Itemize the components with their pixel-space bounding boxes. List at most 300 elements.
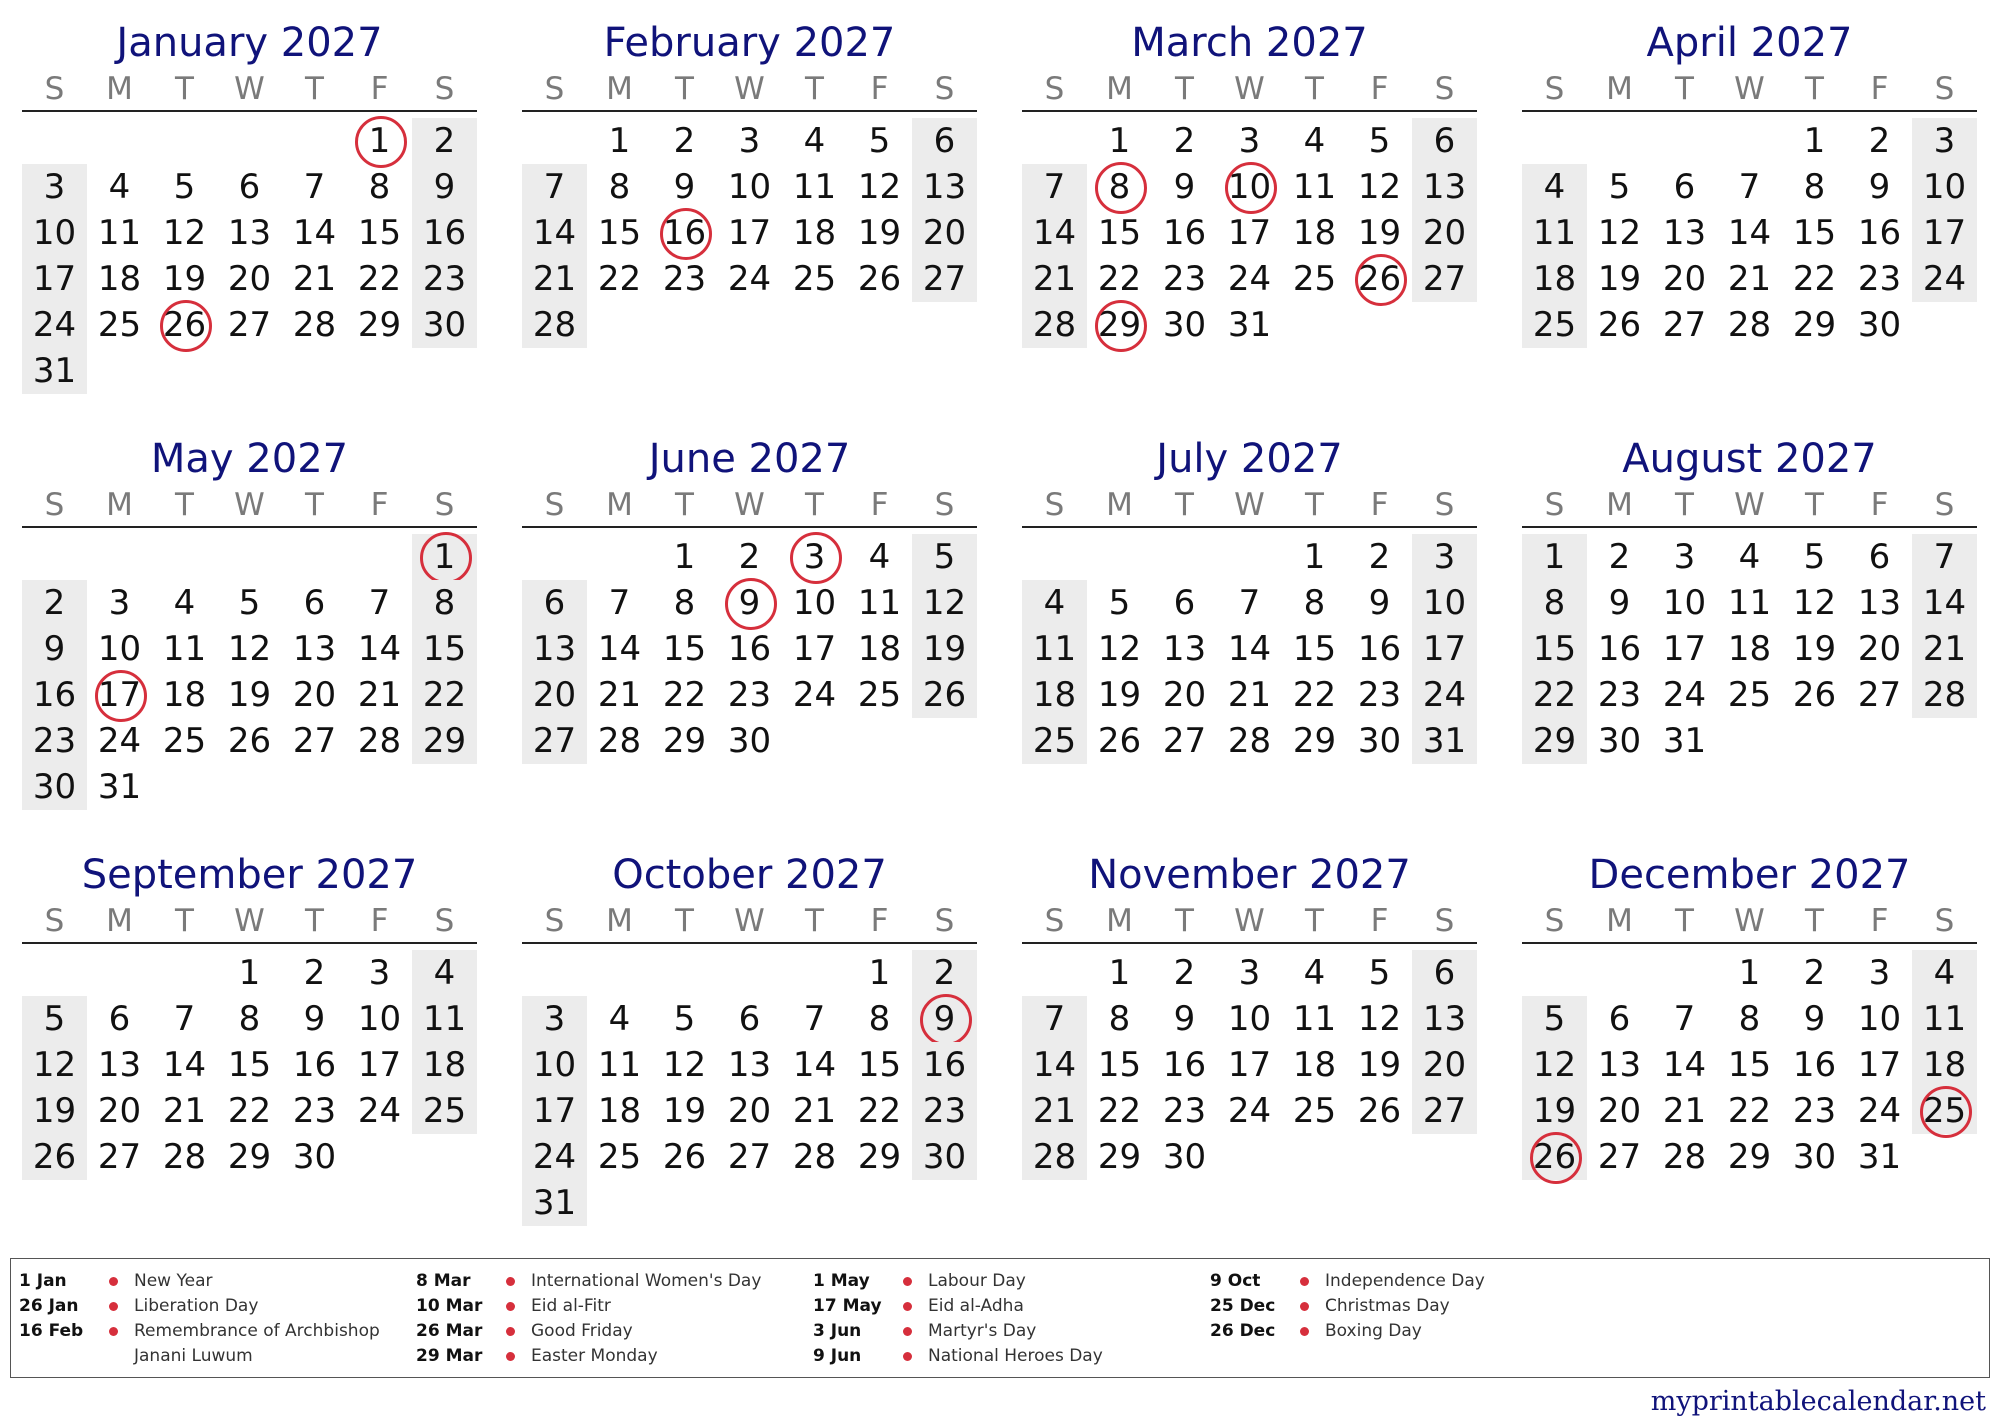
day-cell: 26 <box>662 1137 707 1177</box>
day-cell: 12 <box>1097 629 1142 669</box>
day-cell: 20 <box>97 1091 142 1131</box>
weekday-header: S <box>934 487 955 523</box>
legend-holiday-name: Liberation Day <box>134 1296 259 1316</box>
legend-date: 9 Jun <box>813 1346 862 1366</box>
day-cell: 24 <box>1912 256 1977 302</box>
weekday-header: W <box>734 71 765 107</box>
day-cell: 17 <box>357 1045 402 1085</box>
day-cell: 4 <box>1303 121 1326 161</box>
day-cell: 20 <box>1857 629 1902 669</box>
day-cell: 23 <box>22 718 87 764</box>
day-cell: 22 <box>357 259 402 299</box>
day-cell: 9 <box>673 167 696 207</box>
day-cell: 15 <box>1792 213 1837 253</box>
legend-column <box>1210 1269 1615 1344</box>
day-cell: 19 <box>1522 1088 1587 1134</box>
month-title: July 2027 <box>1156 436 1343 482</box>
weekday-header: F <box>1370 903 1389 939</box>
month-block <box>22 850 477 1250</box>
weekday-header: T <box>1175 487 1194 523</box>
weekday-header: M <box>1106 71 1133 107</box>
empty-day-cell <box>522 534 587 580</box>
day-cell: 5 <box>22 996 87 1042</box>
day-cell: 21 <box>357 675 402 715</box>
day-cell: 30 <box>1357 721 1402 761</box>
empty-day-cell <box>152 348 217 394</box>
weekday-header: F <box>370 71 389 107</box>
holiday-dot-icon <box>903 1327 912 1336</box>
day-cell: 13 <box>97 1045 142 1085</box>
day-cell: 4 <box>1303 953 1326 993</box>
empty-day-cell <box>87 348 152 394</box>
day-cell: 19 <box>1792 629 1837 669</box>
day-cell: 24 <box>1662 675 1707 715</box>
day-cell: 17 <box>1857 1045 1902 1085</box>
day-cell: 20 <box>912 210 977 256</box>
day-cell: 23 <box>412 256 477 302</box>
legend-holiday-name: Good Friday <box>531 1321 633 1341</box>
day-cell: 14 <box>522 210 587 256</box>
day-cell: 16 <box>1792 1045 1837 1085</box>
weekday-header: W <box>234 903 265 939</box>
day-cell: 1 <box>868 953 891 993</box>
legend-entry <box>1210 1294 1615 1319</box>
day-cell: 26 <box>1597 305 1642 345</box>
day-cell: 2 <box>1173 953 1196 993</box>
day-cell: 15 <box>227 1045 272 1085</box>
day-cell: 18 <box>1292 213 1337 253</box>
day-cell: 3 <box>1238 953 1261 993</box>
empty-day-cell <box>522 118 587 164</box>
day-cell: 14 <box>1227 629 1272 669</box>
day-cell: 23 <box>912 1088 977 1134</box>
holiday-day-cell: 17 <box>87 672 152 718</box>
day-cell: 21 <box>1227 675 1272 715</box>
day-cell: 1 <box>1108 121 1131 161</box>
day-cell: 10 <box>97 629 142 669</box>
day-cell: 22 <box>412 672 477 718</box>
day-cell: 5 <box>1368 121 1391 161</box>
day-cell: 23 <box>1597 675 1642 715</box>
day-cell: 7 <box>1022 164 1087 210</box>
day-cell: 12 <box>22 1042 87 1088</box>
day-cell: 7 <box>608 583 631 623</box>
day-cell: 11 <box>597 1045 642 1085</box>
day-cell: 8 <box>608 167 631 207</box>
day-cell: 15 <box>357 213 402 253</box>
legend-column <box>416 1269 821 1369</box>
day-cell: 4 <box>173 583 196 623</box>
day-cell: 3 <box>1238 121 1261 161</box>
empty-day-cell <box>152 118 217 164</box>
legend-holiday-name: Easter Monday <box>531 1346 658 1366</box>
day-cell: 7 <box>1238 583 1261 623</box>
weekday-header: S <box>1044 71 1065 107</box>
day-cell: 24 <box>97 721 142 761</box>
empty-day-cell <box>1152 534 1217 580</box>
days-grid <box>1022 950 1477 1180</box>
day-cell: 30 <box>727 721 772 761</box>
day-cell: 28 <box>292 305 337 345</box>
day-cell: 7 <box>1912 534 1977 580</box>
empty-day-cell <box>347 348 412 394</box>
day-cell: 31 <box>22 348 87 394</box>
day-cell: 28 <box>1022 1134 1087 1180</box>
day-cell: 15 <box>1727 1045 1772 1085</box>
day-cell: 27 <box>227 305 272 345</box>
weekday-header-row <box>522 900 977 944</box>
month-title: December 2027 <box>1588 852 1911 898</box>
weekday-header: S <box>434 71 455 107</box>
day-cell: 18 <box>1292 1045 1337 1085</box>
weekday-header: S <box>1434 903 1455 939</box>
holiday-dot-icon <box>1300 1327 1309 1336</box>
weekday-header-row <box>22 900 477 944</box>
day-cell: 3 <box>1412 534 1477 580</box>
legend-entry <box>416 1319 821 1344</box>
weekday-header: F <box>870 487 889 523</box>
day-cell: 1 <box>1803 121 1826 161</box>
day-cell: 28 <box>357 721 402 761</box>
day-cell: 13 <box>1597 1045 1642 1085</box>
day-cell: 18 <box>1522 256 1587 302</box>
weekday-header: M <box>1106 903 1133 939</box>
holiday-day-cell: 26 <box>1522 1134 1587 1180</box>
empty-day-cell <box>217 118 282 164</box>
legend-column <box>19 1269 424 1366</box>
day-cell: 7 <box>1673 999 1696 1039</box>
weekday-header: T <box>305 903 324 939</box>
day-cell: 12 <box>1792 583 1837 623</box>
day-cell: 25 <box>792 259 837 299</box>
days-grid <box>1522 534 1977 764</box>
empty-day-cell <box>1347 1134 1412 1180</box>
day-cell: 27 <box>1412 1088 1477 1134</box>
weekday-header: W <box>234 487 265 523</box>
empty-day-cell <box>1782 718 1847 764</box>
day-cell: 10 <box>792 583 837 623</box>
legend-date: 25 Dec <box>1210 1296 1276 1316</box>
day-cell: 12 <box>912 580 977 626</box>
day-cell: 26 <box>227 721 272 761</box>
day-cell: 25 <box>1522 302 1587 348</box>
day-cell: 9 <box>1803 999 1826 1039</box>
empty-day-cell <box>1652 950 1717 996</box>
weekday-header: F <box>1870 903 1889 939</box>
day-cell: 11 <box>1292 999 1337 1039</box>
day-cell: 1 <box>1738 953 1761 993</box>
day-cell: 23 <box>292 1091 337 1131</box>
day-cell: 14 <box>792 1045 837 1085</box>
empty-day-cell <box>847 302 912 348</box>
holiday-dot-icon <box>506 1352 515 1361</box>
day-cell: 18 <box>1727 629 1772 669</box>
day-cell: 10 <box>1662 583 1707 623</box>
empty-day-cell <box>347 534 412 580</box>
day-cell: 3 <box>1912 118 1977 164</box>
empty-day-cell <box>282 764 347 810</box>
holiday-day-cell: 10 <box>1217 164 1282 210</box>
legend-holiday-name: Boxing Day <box>1325 1321 1422 1341</box>
day-cell: 7 <box>1022 996 1087 1042</box>
days-grid <box>22 118 477 394</box>
weekday-header: T <box>805 487 824 523</box>
day-cell: 14 <box>1662 1045 1707 1085</box>
days-grid <box>1022 534 1477 764</box>
day-cell: 18 <box>412 1042 477 1088</box>
empty-day-cell <box>912 302 977 348</box>
weekday-header: S <box>44 71 65 107</box>
day-cell: 3 <box>738 121 761 161</box>
legend-entry <box>1210 1319 1615 1344</box>
month-title: February 2027 <box>603 20 896 66</box>
day-cell: 26 <box>1357 1091 1402 1131</box>
day-cell: 6 <box>303 583 326 623</box>
day-cell: 30 <box>1597 721 1642 761</box>
day-cell: 11 <box>1022 626 1087 672</box>
day-cell: 13 <box>292 629 337 669</box>
legend-entry <box>19 1269 424 1294</box>
month-block <box>522 434 977 834</box>
day-cell: 19 <box>1097 675 1142 715</box>
holiday-day-cell: 26 <box>1347 256 1412 302</box>
weekday-header: M <box>1606 903 1633 939</box>
day-cell: 5 <box>238 583 261 623</box>
day-cell: 18 <box>1912 1042 1977 1088</box>
day-cell: 20 <box>1412 1042 1477 1088</box>
day-cell: 14 <box>1912 580 1977 626</box>
weekday-header: W <box>1734 903 1765 939</box>
empty-day-cell <box>587 1180 652 1226</box>
month-block <box>1022 434 1477 834</box>
day-cell: 21 <box>292 259 337 299</box>
day-cell: 19 <box>227 675 272 715</box>
day-cell: 4 <box>1738 537 1761 577</box>
days-grid <box>1522 118 1977 348</box>
weekday-header: M <box>1106 487 1133 523</box>
day-cell: 7 <box>803 999 826 1039</box>
empty-day-cell <box>217 348 282 394</box>
empty-day-cell <box>1912 302 1977 348</box>
day-cell: 12 <box>1357 167 1402 207</box>
day-cell: 4 <box>1912 950 1977 996</box>
day-cell: 18 <box>792 213 837 253</box>
weekday-header: W <box>734 903 765 939</box>
day-cell: 16 <box>412 210 477 256</box>
weekday-header: T <box>1305 487 1324 523</box>
day-cell: 8 <box>412 580 477 626</box>
day-cell: 14 <box>357 629 402 669</box>
month-block <box>1522 850 1977 1250</box>
holiday-legend <box>10 1258 1990 1378</box>
day-cell: 17 <box>1912 210 1977 256</box>
day-cell: 27 <box>912 256 977 302</box>
day-cell: 10 <box>1412 580 1477 626</box>
legend-holiday-name: New Year <box>134 1271 213 1291</box>
day-cell: 26 <box>1097 721 1142 761</box>
day-cell: 8 <box>1108 999 1131 1039</box>
days-grid <box>22 534 477 810</box>
legend-entry <box>813 1344 1218 1369</box>
day-cell: 6 <box>1673 167 1696 207</box>
day-cell: 28 <box>162 1137 207 1177</box>
day-cell: 25 <box>97 305 142 345</box>
day-cell: 12 <box>162 213 207 253</box>
empty-day-cell <box>347 1134 412 1180</box>
empty-day-cell <box>1717 118 1782 164</box>
day-cell: 26 <box>857 259 902 299</box>
day-cell: 22 <box>1292 675 1337 715</box>
weekday-header: W <box>234 71 265 107</box>
day-cell: 13 <box>1857 583 1902 623</box>
legend-holiday-name: National Heroes Day <box>928 1346 1103 1366</box>
holiday-day-cell: 29 <box>1087 302 1152 348</box>
weekday-header: F <box>1870 71 1889 107</box>
day-cell: 16 <box>1357 629 1402 669</box>
day-cell: 2 <box>1608 537 1631 577</box>
empty-day-cell <box>22 534 87 580</box>
day-cell: 26 <box>912 672 977 718</box>
day-cell: 19 <box>662 1091 707 1131</box>
day-cell: 5 <box>1608 167 1631 207</box>
day-cell: 8 <box>238 999 261 1039</box>
weekday-header: M <box>106 903 133 939</box>
day-cell: 22 <box>227 1091 272 1131</box>
month-block <box>22 434 477 834</box>
day-cell: 31 <box>522 1180 587 1226</box>
weekday-header: S <box>1544 71 1565 107</box>
day-cell: 20 <box>1597 1091 1642 1131</box>
day-cell: 20 <box>1662 259 1707 299</box>
weekday-header-row <box>1022 484 1477 528</box>
weekday-header: M <box>606 903 633 939</box>
empty-day-cell <box>1912 718 1977 764</box>
day-cell: 17 <box>1412 626 1477 672</box>
empty-day-cell <box>282 118 347 164</box>
empty-day-cell <box>1022 118 1087 164</box>
weekday-header-row <box>522 484 977 528</box>
day-cell: 15 <box>1292 629 1337 669</box>
month-title: October 2027 <box>612 852 887 898</box>
legend-holiday-name: Labour Day <box>928 1271 1026 1291</box>
day-cell: 11 <box>162 629 207 669</box>
day-cell: 5 <box>173 167 196 207</box>
day-cell: 23 <box>662 259 707 299</box>
weekday-header: T <box>1305 903 1324 939</box>
legend-holiday-name: Independence Day <box>1325 1271 1485 1291</box>
day-cell: 24 <box>792 675 837 715</box>
day-cell: 27 <box>1412 256 1477 302</box>
day-cell: 11 <box>1292 167 1337 207</box>
holiday-dot-icon <box>903 1302 912 1311</box>
day-cell: 21 <box>792 1091 837 1131</box>
legend-date: 29 Mar <box>416 1346 483 1366</box>
weekday-header-row <box>1522 68 1977 112</box>
day-cell: 24 <box>22 302 87 348</box>
day-cell: 7 <box>1738 167 1761 207</box>
day-cell: 22 <box>857 1091 902 1131</box>
day-cell: 17 <box>22 256 87 302</box>
empty-day-cell <box>282 534 347 580</box>
day-cell: 4 <box>608 999 631 1039</box>
day-cell: 9 <box>22 626 87 672</box>
weekday-header: T <box>1675 71 1694 107</box>
day-cell: 12 <box>1357 999 1402 1039</box>
day-cell: 21 <box>1662 1091 1707 1131</box>
month-block <box>1022 850 1477 1250</box>
weekday-header: F <box>1370 487 1389 523</box>
weekday-header: S <box>1544 903 1565 939</box>
empty-day-cell <box>1022 950 1087 996</box>
day-cell: 5 <box>912 534 977 580</box>
day-cell: 6 <box>912 118 977 164</box>
day-cell: 10 <box>1857 999 1902 1039</box>
day-cell: 6 <box>238 167 261 207</box>
day-cell: 25 <box>1022 718 1087 764</box>
site-credit[interactable]: myprintablecalendar.net <box>1650 1386 1986 1417</box>
month-title: May 2027 <box>150 436 349 482</box>
month-title: January 2027 <box>116 20 383 66</box>
day-cell: 27 <box>727 1137 772 1177</box>
day-cell: 21 <box>1022 256 1087 302</box>
day-cell: 25 <box>597 1137 642 1177</box>
legend-date: 8 Mar <box>416 1271 471 1291</box>
weekday-header: T <box>1175 71 1194 107</box>
day-cell: 29 <box>1292 721 1337 761</box>
day-cell: 25 <box>1292 1091 1337 1131</box>
day-cell: 5 <box>673 999 696 1039</box>
holiday-day-cell: 3 <box>782 534 847 580</box>
holiday-dot-icon <box>1300 1277 1309 1286</box>
day-cell: 27 <box>97 1137 142 1177</box>
day-cell: 23 <box>1792 1091 1837 1131</box>
day-cell: 22 <box>1097 259 1142 299</box>
weekday-header: T <box>675 487 694 523</box>
empty-day-cell <box>1282 302 1347 348</box>
day-cell: 21 <box>162 1091 207 1131</box>
day-cell: 19 <box>22 1088 87 1134</box>
day-cell: 21 <box>522 256 587 302</box>
day-cell: 9 <box>412 164 477 210</box>
day-cell: 4 <box>1522 164 1587 210</box>
day-cell: 13 <box>1412 996 1477 1042</box>
day-cell: 30 <box>1162 1137 1207 1177</box>
day-cell: 31 <box>1227 305 1272 345</box>
empty-day-cell <box>587 950 652 996</box>
empty-day-cell <box>652 1180 717 1226</box>
day-cell: 8 <box>1522 580 1587 626</box>
weekday-header: T <box>175 903 194 939</box>
empty-day-cell <box>412 348 477 394</box>
legend-holiday-name: Remembrance of Archbishop Janani Luwum <box>134 1321 380 1366</box>
day-cell: 13 <box>227 213 272 253</box>
empty-day-cell <box>1022 534 1087 580</box>
days-grid <box>522 118 977 348</box>
day-cell: 20 <box>1162 675 1207 715</box>
weekday-header: S <box>544 71 565 107</box>
day-cell: 15 <box>1097 213 1142 253</box>
legend-date: 9 Oct <box>1210 1271 1261 1291</box>
weekday-header: W <box>734 487 765 523</box>
weekday-header: T <box>1175 903 1194 939</box>
day-cell: 27 <box>1597 1137 1642 1177</box>
day-cell: 19 <box>1357 213 1402 253</box>
day-cell: 7 <box>303 167 326 207</box>
day-cell: 11 <box>1522 210 1587 256</box>
day-cell: 16 <box>292 1045 337 1085</box>
day-cell: 31 <box>1412 718 1477 764</box>
empty-day-cell <box>1347 302 1412 348</box>
